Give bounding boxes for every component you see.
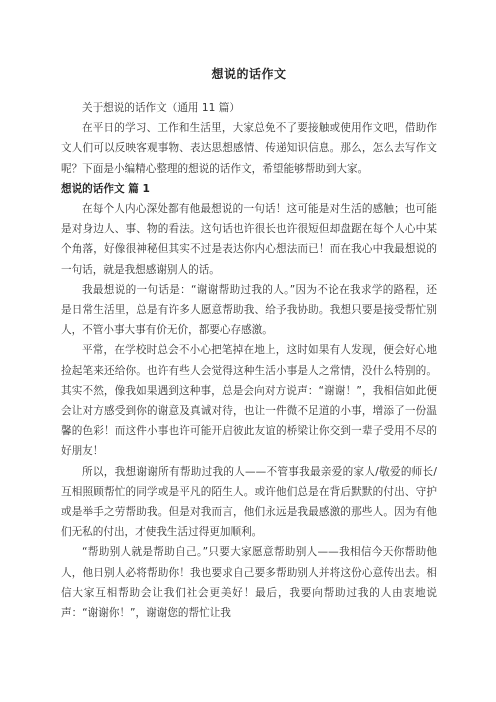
document-page: [61, 58, 437, 623]
body-paragraph-2: 我最想说的一句话是：“谢谢帮助过我的人。”因为不论在我求学的路程，还是日常生活里，总是有许多人愿意帮助我、给予我协助。我想只要是接受帮忙别人，不管小事大事有价无价，都要心存感激。: [61, 283, 437, 337]
body-paragraph-1: 在每个人内心深处都有他最想说的一句话！这可能是对生活的感触；也可能是对身边人、事、物的看法。这句话也许很长也许很短但却盘踞在每个人心中某个角落，好像很神秘但其实不过是表达你内心想法而已！而在我心中我最想说的一句话，就是我想感谢别人的话。: [61, 203, 437, 276]
body-paragraph-5: “帮助别人就是帮助自己。”只要大家愿意帮助别人——我相信今天你帮助他人，他日别人必将帮助你！我也要求自己要多帮助别人并将这份心意传出去。相信大家互相帮助会让我们社会更美好！最后，我要向帮助过我的人由衷地说声：“谢谢你！”，谢谢您的帮忙让我: [61, 546, 437, 620]
section-heading: 想说的话作文 篇 1: [61, 182, 150, 195]
body-paragraph-4: 所以，我想谢谢所有帮助过我的人——不管事我最亲爱的家人/敬爱的师长/互相照顾帮忙的同学或是平凡的陌生人。或许他们总是在背后默默的付出、守护或是举手之劳帮助我。但是对我而言，他们永远是我最感激的那些人。因为有他们无私的付出，才使我生活过得更加顺利。: [61, 465, 437, 539]
body-paragraph-3: 平常，在学校时总会不小心把笔掉在地上，这时如果有人发现，便会好心地捡起笔来还给你。也许有些人会觉得这种生活小事是人之常情，没什么特别的。其实不然，像我如果遇到这种事，总是会向对方说声：“谢谢！”，我相信如此便会让对方感受到你的谢意及真诚对待，也让一件微不足道的小事，增添了一份温馨的色彩！而这件小事也许可能开启彼此友谊的桥梁让你交到一辈子受用不尽的好朋友！: [61, 344, 437, 458]
document-title: 想说的话作文: [211, 67, 287, 81]
intro-paragraph: 在平日的学习、工作和生活里，大家总免不了要接触或使用作文吧，借助作文人们可以反映客观事物、表达思想感情、传递知识信息。那么，怎么去写作文呢？下面是小编精心整理的想说的话作文，希望能够帮助到大家。: [61, 122, 437, 175]
document-subtitle: 关于想说的话作文（通用 11 篇）: [82, 102, 240, 114]
